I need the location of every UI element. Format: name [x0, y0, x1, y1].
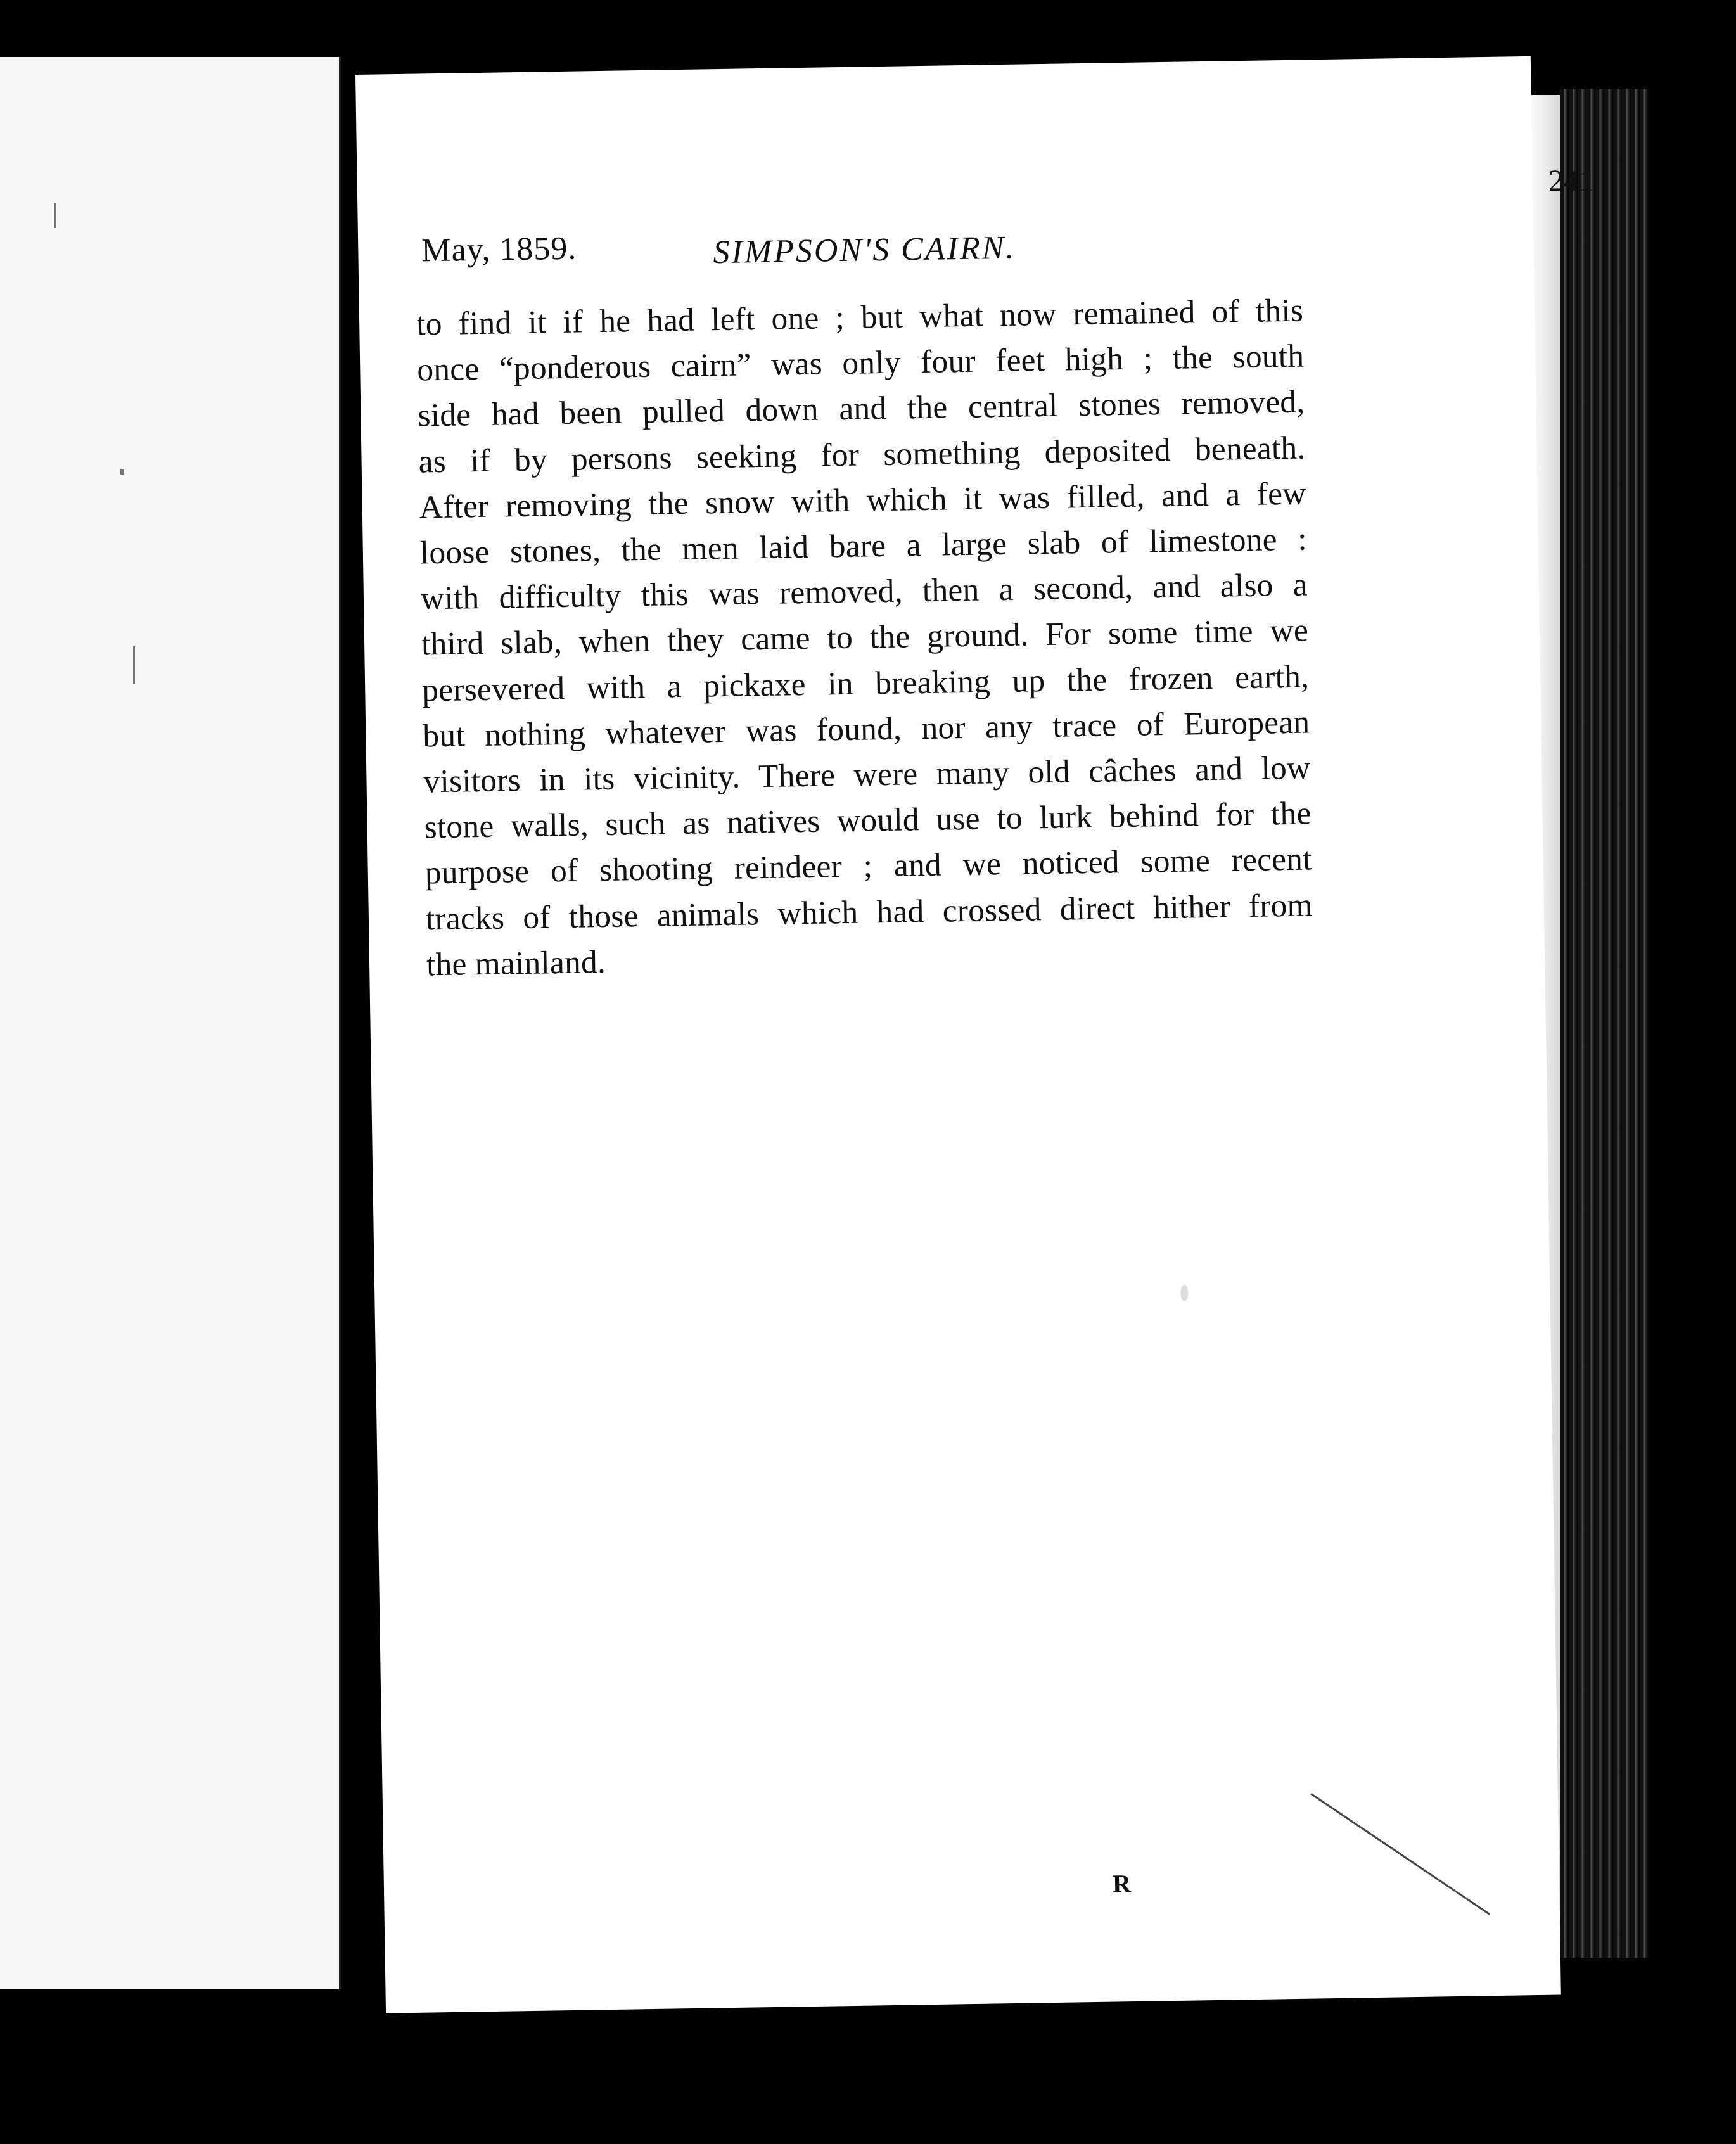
- text-line: once “ponderous cairn” was only four feet high ; the south: [416, 338, 1305, 388]
- running-head: [421, 218, 1309, 283]
- text-line: tracks of those animals which had crossed direct hither from: [425, 887, 1313, 938]
- left-facing-page: [0, 57, 341, 1989]
- book-fore-edge: [1560, 89, 1649, 1958]
- text-line: loose stones, the men laid bare a large slab of limestone :: [419, 521, 1308, 571]
- text-line: but nothing whatever was found, nor any trace of European: [422, 704, 1310, 755]
- book-page: [355, 56, 1594, 2013]
- text-line: to find it if he had left one ; but what now remained of this: [416, 292, 1304, 343]
- text-line: side had been pulled down and the central stones removed,: [418, 383, 1305, 434]
- page-number: 241: [1548, 163, 1594, 198]
- body-paragraph: [416, 288, 1314, 988]
- left-page-speck: [54, 203, 56, 228]
- text-line: stone walls, such as natives would use to lurk behind for the: [424, 795, 1312, 846]
- text-line: the mainland.: [426, 943, 606, 983]
- text-line: persevered with a pickaxe in breaking up the frozen earth,: [421, 658, 1310, 709]
- running-head-title: SIMPSON'S CAIRN.: [713, 229, 1016, 271]
- text-line: After removing the snow with which it was filled, and a few: [419, 475, 1307, 526]
- text-line: visitors in its vicinity. There were many old câches and low: [423, 750, 1311, 800]
- running-head-date: May, 1859.: [421, 230, 577, 269]
- left-page-speck: [120, 469, 124, 475]
- page-speck: [1180, 1285, 1188, 1301]
- text-line: third slab, when they came to the ground. For some time we: [421, 612, 1309, 663]
- book-gutter: [341, 70, 355, 1996]
- text-line: purpose of shooting reindeer ; and we noticed some recent: [424, 841, 1313, 891]
- text-line: as if by persons seeking for something deposited beneath.: [418, 430, 1306, 480]
- text-line: with difficulty this was removed, then a second, and also a: [420, 566, 1308, 617]
- signature-mark: R: [1112, 1869, 1132, 1898]
- left-page-speck: [133, 646, 135, 684]
